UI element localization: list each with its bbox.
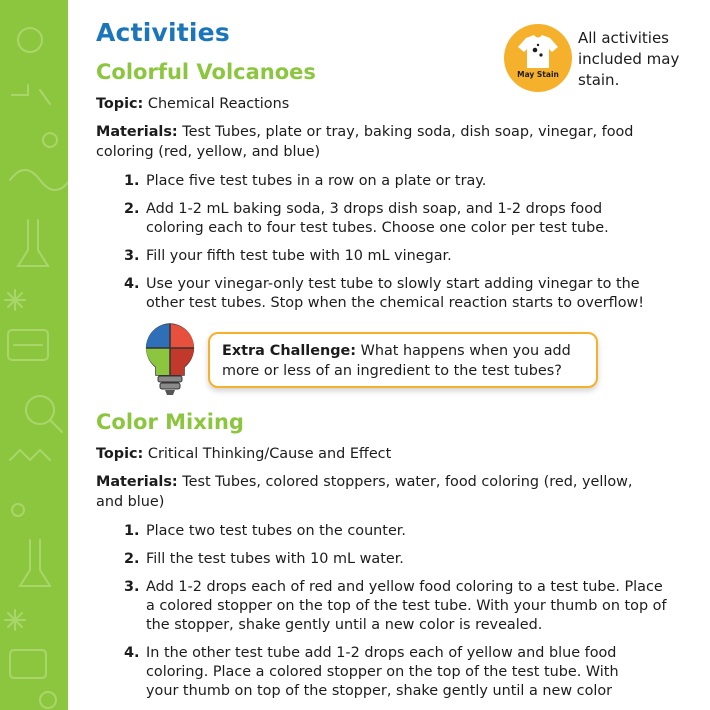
step-text: Place five test tubes in a row on a plate or tray. <box>146 173 487 189</box>
volcanoes-steps <box>124 172 679 322</box>
topic-label: Topic: <box>96 96 144 112</box>
step-text-cont: your thumb on top of the stopper, shake gently until a new color <box>146 683 613 699</box>
step-number: 4. <box>124 276 140 292</box>
step-number: 3. <box>124 248 140 264</box>
list-item <box>124 578 679 635</box>
step-number: 2. <box>124 201 140 217</box>
step-text: Add 1-2 mL baking soda, 3 drops dish soap, and 1-2 drops food <box>146 201 603 217</box>
page-title: Activities <box>96 18 230 47</box>
step-text-cont: a colored stopper on the top of the test tube. With your thumb on top of <box>146 598 667 614</box>
stain-warning-text: All activities included may stain. <box>578 29 680 89</box>
materials-value: Test Tubes, plate or tray, baking soda, dish soap, vinegar, food <box>182 124 634 140</box>
list-item <box>124 550 679 569</box>
materials-label: Materials: <box>96 474 178 490</box>
step-number: 4. <box>124 645 140 661</box>
extra-challenge-box <box>208 332 598 388</box>
activities-page <box>96 0 696 710</box>
step-number: 3. <box>124 579 140 595</box>
materials-value-cont: coloring (red, yellow, and blue) <box>96 144 321 160</box>
step-number: 1. <box>124 523 140 539</box>
topic-label: Topic: <box>96 446 144 462</box>
mixing-steps <box>124 522 679 710</box>
topic-value: Critical Thinking/Cause and Effect <box>147 446 392 462</box>
science-doodle-pattern <box>0 0 68 710</box>
activity-title-volcanoes: Colorful Volcanoes <box>96 60 316 84</box>
step-text: Fill your fifth test tube with 10 mL vinegar. <box>146 248 452 264</box>
challenge-text: What happens when you add <box>360 343 571 359</box>
decorative-side-band <box>0 0 68 710</box>
step-text: Use your vinegar-only test tube to slowly start adding vinegar to the <box>146 276 640 292</box>
volcanoes-materials <box>96 122 681 162</box>
materials-label: Materials: <box>96 124 178 140</box>
may-stain-label: May Stain <box>517 70 559 79</box>
step-text-cont: coloring each to four test tubes. Choose one color per test tube. <box>146 220 609 236</box>
activity-title-color-mixing: Color Mixing <box>96 410 244 434</box>
step-text: Fill the test tubes with 10 mL water. <box>146 551 404 567</box>
step-text: Add 1-2 drops each of red and yellow food coloring to a test tube. Place <box>146 579 663 595</box>
challenge-label: Extra Challenge: <box>222 343 357 359</box>
tshirt-stain-icon <box>504 24 572 92</box>
list-item <box>124 275 679 313</box>
list-item <box>124 172 679 191</box>
mixing-topic <box>96 444 681 464</box>
step-number: 1. <box>124 173 140 189</box>
may-stain-badge <box>504 24 572 92</box>
materials-value: Test Tubes, colored stoppers, water, food coloring (red, yellow, <box>182 474 633 490</box>
topic-value: Chemical Reactions <box>147 96 290 112</box>
mixing-materials <box>96 472 681 512</box>
step-text: Place two test tubes on the counter. <box>146 523 406 539</box>
volcanoes-topic <box>96 94 681 114</box>
step-text: In the other test tube add 1-2 drops each of yellow and blue food <box>146 645 617 661</box>
challenge-text-cont: more or less of an ingredient to the test tubes? <box>222 363 562 379</box>
step-number: 2. <box>124 551 140 567</box>
extra-challenge-callout <box>140 320 600 400</box>
list-item <box>124 247 679 266</box>
puzzle-lightbulb-icon <box>140 320 200 400</box>
list-item <box>124 522 679 541</box>
list-item <box>124 644 679 701</box>
list-item <box>124 200 679 238</box>
materials-value-cont: and blue) <box>96 494 165 510</box>
step-text-cont: other test tubes. Stop when the chemical reaction starts to overflow! <box>146 295 645 311</box>
step-text-cont: the stopper, shake gently until a new color is revealed. <box>146 617 543 633</box>
step-text-cont: coloring. Place a colored stopper on the top of the test tube. With <box>146 664 619 680</box>
